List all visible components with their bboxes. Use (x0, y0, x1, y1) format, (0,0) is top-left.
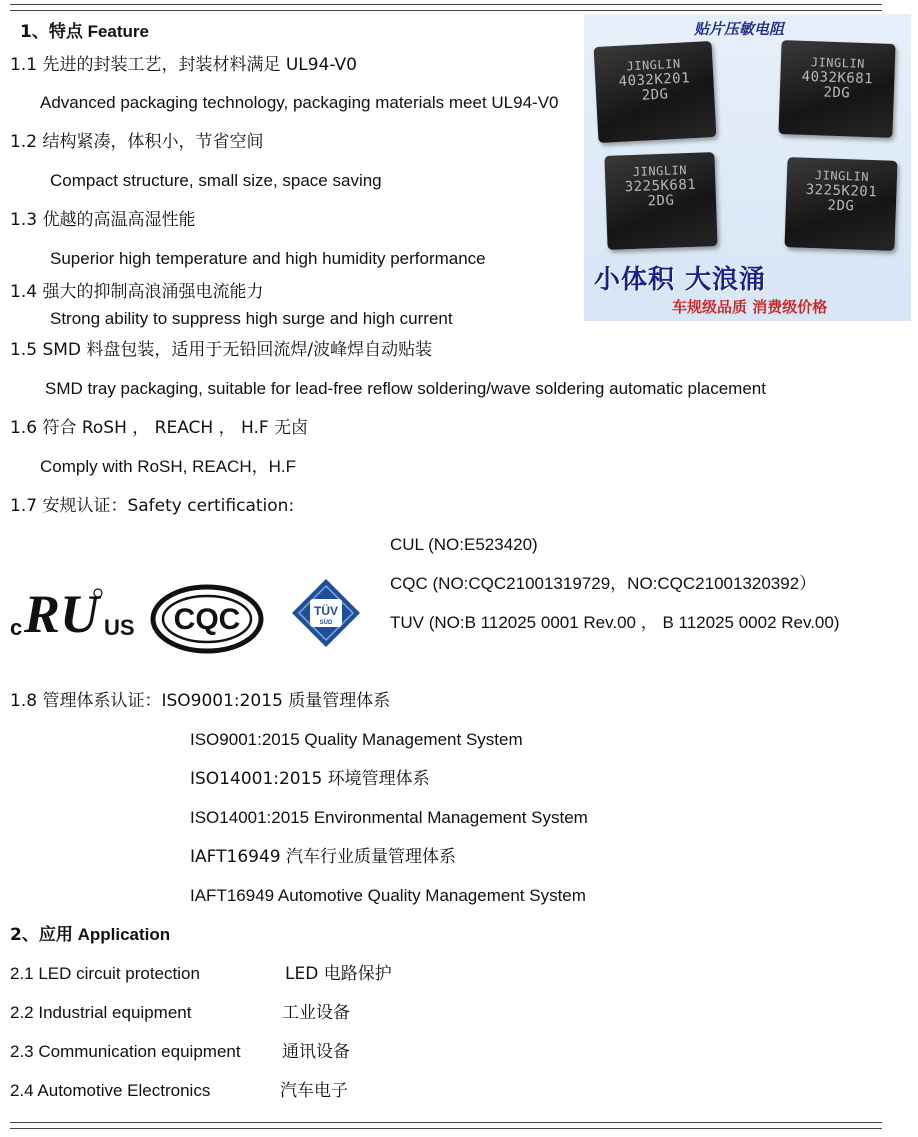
cert-tuv: TUV (NO:B 112025 0001 Rev.00 ， B 112025 0002 Rev.00) (390, 613, 840, 632)
ul-mark-letters: RU (24, 585, 100, 640)
mgmt-iso14001-en: ISO14001:2015 Environmental Management System (190, 808, 588, 827)
feature-1-6-zh: 1.6 符合 RoSH ， REACH ， H.F 无卤 (10, 418, 309, 438)
feature-heading (20, 21, 149, 43)
feature-1-3-zh: 1.3 优越的高温高湿性能 (10, 210, 196, 230)
top-separator (10, 4, 882, 11)
application-2-3-en: 2.3 Communication equipment (10, 1042, 241, 1061)
application-2-4-zh: 汽车电子 (280, 1081, 348, 1101)
tuv-sub-letters: SÜD (319, 620, 333, 626)
chip-batch: 2DG (647, 192, 675, 210)
chip-3225k681 (604, 152, 717, 250)
mgmt-iaft16949-en: IAFT16949 Automotive Quality Management System (190, 886, 586, 905)
bottom-separator (10, 1122, 882, 1129)
ul-us-letters: US (104, 615, 135, 640)
feature-1-1-zh: 1.1 先进的封装工艺，封装材料满足 UL94-V0 (10, 55, 357, 75)
product-image (584, 14, 911, 321)
cqc-letters: CQC (173, 603, 241, 636)
feature-1-1-en: Advanced packaging technology, packaging materials meet UL94-V0 (40, 93, 559, 112)
feature-1-5-en: SMD tray packaging, suitable for lead-free reflow soldering/wave soldering automatic placement (45, 379, 766, 398)
cqc-logo (150, 584, 264, 654)
feature-1-4-en: Strong ability to suppress high surge and high current (50, 309, 453, 328)
application-2-1-zh: LED 电路保护 (285, 964, 392, 984)
ul-logo (10, 585, 140, 640)
chip-code: 3225K681 (624, 176, 697, 196)
application-heading (10, 924, 170, 946)
safety-certification-label: 1.7 安规认证：Safety certification: (10, 496, 295, 516)
feature-1-5-zh: 1.5 SMD 料盘包装，适用于无铅回流焊/波峰焊自动贴装 (10, 340, 433, 360)
chip-brand: JINGLIN (626, 56, 681, 74)
application-2-4-en: 2.4 Automotive Electronics (10, 1081, 211, 1100)
ul-logo-graphic (10, 585, 140, 640)
chip-4032k201 (594, 41, 717, 143)
cqc-logo-graphic (150, 584, 264, 654)
mgmt-iaft16949-zh: IAFT16949 汽车行业质量管理体系 (190, 847, 456, 867)
chip-4032k681 (778, 40, 895, 138)
feature-heading-number: 1、特点 (20, 22, 83, 42)
chip-batch: 2DG (827, 197, 855, 215)
tuv-logo (290, 577, 362, 649)
application-2-2-en: 2.2 Industrial equipment (10, 1003, 192, 1022)
chip-brand: JINGLIN (814, 168, 870, 184)
feature-heading-en: Feature (87, 22, 149, 41)
product-caption: 贴片压敏电阻 (694, 21, 785, 38)
feature-1-2-zh: 1.2 结构紧凑，体积小，节省空间 (10, 132, 264, 152)
application-heading-number: 2、应用 (10, 925, 73, 945)
cert-cqc: CQC (NO:CQC21001319729，NO:CQC21001320392） (390, 574, 817, 593)
mgmt-iso14001-zh: ISO14001:2015 环境管理体系 (190, 769, 430, 789)
chip-code: 4032K201 (618, 70, 691, 90)
tuv-letters: TÜV (314, 604, 338, 618)
feature-1-6-en: Comply with RoSH, REACH，H.F (40, 457, 296, 476)
chip-brand: JINGLIN (632, 163, 688, 179)
feature-1-3-en: Superior high temperature and high humidity performance (50, 249, 486, 268)
mgmt-iso9001-en: ISO9001:2015 Quality Management System (190, 730, 523, 749)
feature-1-4-zh: 1.4 强大的抑制高浪涌强电流能力 (10, 282, 264, 302)
chip-3225k201 (784, 157, 897, 251)
management-certification-label: 1.8 管理体系认证：ISO9001:2015 质量管理体系 (10, 691, 391, 711)
tuv-logo-graphic (290, 577, 362, 649)
chip-batch: 2DG (823, 84, 851, 102)
product-slogan: 小体积 大浪涌 (594, 265, 767, 295)
application-2-3-zh: 通讯设备 (282, 1042, 350, 1062)
chip-code: 4032K681 (801, 68, 874, 88)
product-subslogan: 车规级品质 消费级价格 (672, 298, 828, 316)
application-2-2-zh: 工业设备 (282, 1003, 350, 1023)
application-2-1-en: 2.1 LED circuit protection (10, 964, 200, 983)
feature-1-2-en: Compact structure, small size, space saving (50, 171, 382, 190)
ul-c-letter: c (10, 615, 23, 640)
cert-cul: CUL (NO:E523420) (390, 535, 538, 554)
chip-code: 3225K201 (805, 181, 878, 201)
chip-batch: 2DG (641, 86, 669, 104)
chip-brand: JINGLIN (810, 55, 866, 71)
application-heading-en: Application (77, 925, 171, 944)
